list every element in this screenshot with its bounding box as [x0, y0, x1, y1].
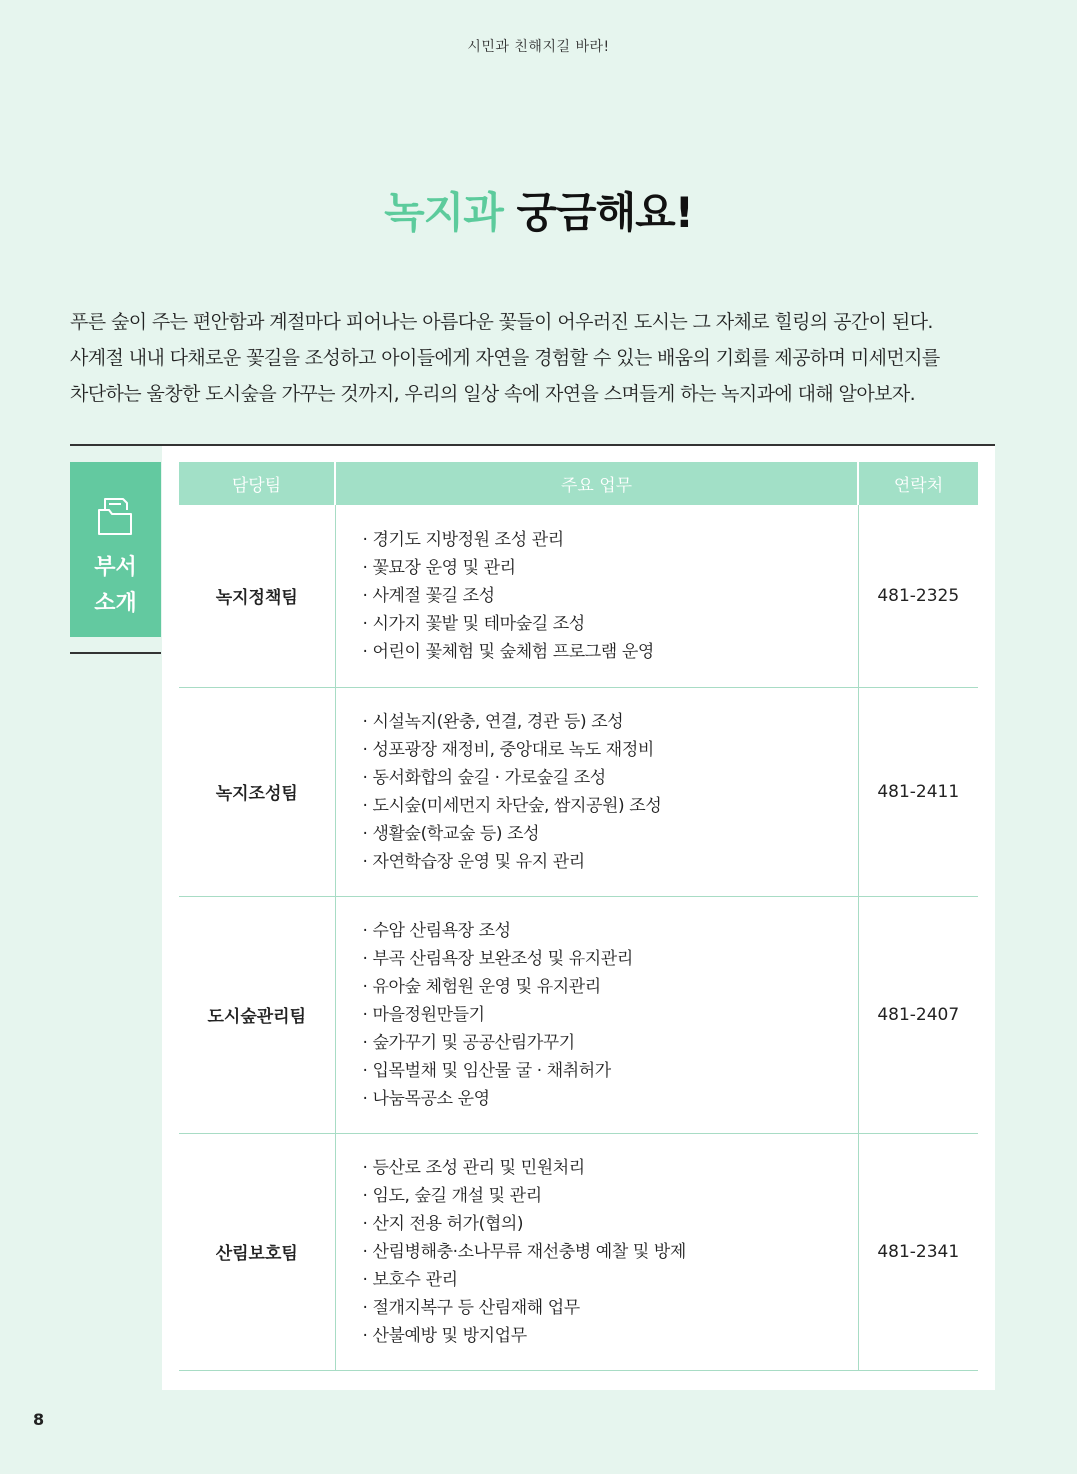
header-tagline: 시민과 친해지길 바라! [467, 39, 610, 55]
title-rest: 궁금해요! [516, 188, 693, 237]
folder-icon [97, 496, 133, 536]
table-row [179, 687, 978, 896]
duty-item: · 자연학습장 운영 및 유지 관리 [362, 851, 585, 872]
header-duties: 주요 업무 [335, 462, 858, 505]
contact-number: 481-2407 [858, 896, 978, 1133]
duty-item: · 수암 산림욕장 조성 [362, 920, 511, 941]
table-row [179, 896, 978, 1133]
duty-item: · 동서화합의 숲길 · 가로숲길 조성 [362, 767, 606, 788]
tab-label [70, 550, 161, 622]
duty-item: · 시가지 꽃밭 및 테마숲길 조성 [362, 613, 585, 634]
table-header-row [179, 462, 978, 505]
duties-cell [335, 505, 858, 687]
duty-item: · 부곡 산림욕장 보완조성 및 유지관리 [362, 948, 633, 969]
team-name: 녹지정책팀 [179, 505, 335, 687]
header-contact: 연락처 [858, 462, 978, 505]
duty-item: · 경기도 지방정원 조성 관리 [362, 529, 564, 550]
duty-item: · 성포광장 재정비, 중앙대로 녹도 재정비 [362, 739, 654, 760]
duty-item: · 절개지복구 등 산림재해 업무 [362, 1297, 580, 1318]
contact-number: 481-2341 [858, 1133, 978, 1370]
intro-line: 사계절 내내 다채로운 꽃길을 조성하고 아이들에게 자연을 경험할 수 있는 배움의 기회를 제공하며 미세먼지를 [70, 347, 940, 369]
team-name: 녹지조성팀 [179, 687, 335, 896]
team-name: 산림보호팀 [179, 1133, 335, 1370]
header-team: 담당팀 [179, 462, 335, 505]
duty-item: · 숲가꾸기 및 공공산림가꾸기 [362, 1032, 575, 1053]
duty-item: · 임도, 숲길 개설 및 관리 [362, 1185, 542, 1206]
duty-item: · 산지 전용 허가(협의) [362, 1213, 524, 1234]
duty-item: · 시설녹지(완충, 연결, 경관 등) 조성 [362, 711, 624, 732]
tab-label-line: 소개 [94, 591, 137, 616]
duty-item: · 보호수 관리 [362, 1269, 458, 1290]
duty-item: · 어린이 꽃체험 및 숲체험 프로그램 운영 [362, 641, 654, 662]
intro-paragraph [70, 304, 1010, 412]
page-number: 8 [33, 1410, 45, 1429]
title-accent: 녹지과 [384, 188, 503, 237]
team-name: 도시숲관리팀 [179, 896, 335, 1133]
table-row [179, 1133, 978, 1370]
duty-item: · 유아숲 체험원 운영 및 유지관리 [362, 976, 601, 997]
duties-cell [335, 1133, 858, 1370]
intro-line: 푸른 숲이 주는 편안함과 계절마다 피어나는 아름다운 꽃들이 어우러진 도시는 그 자체로 힐링의 공간이 된다. [70, 311, 933, 333]
duty-item: · 산림병해충·소나무류 재선충병 예찰 및 방제 [362, 1241, 686, 1262]
tab-label-line: 부서 [94, 555, 137, 580]
duty-item: · 마을정원만들기 [362, 1004, 485, 1025]
duty-item: · 꽃묘장 운영 및 관리 [362, 557, 516, 578]
contact-number: 481-2411 [858, 687, 978, 896]
page-title [0, 180, 1077, 240]
duty-item: · 산불예방 및 방지업무 [362, 1325, 527, 1346]
duties-cell [335, 896, 858, 1133]
duty-item: · 도시숲(미세먼지 차단숲, 쌈지공원) 조성 [362, 795, 662, 816]
contact-number: 481-2325 [858, 505, 978, 687]
intro-line: 차단하는 울창한 도시숲을 가꾸는 것까지, 우리의 일상 속에 자연을 스며들게 하는 녹지과에 대해 알아보자. [70, 383, 916, 405]
duty-item: · 입목벌채 및 임산물 굴 · 채취허가 [362, 1060, 611, 1081]
duty-item: · 생활숲(학교숲 등) 조성 [362, 823, 540, 844]
duties-cell [335, 687, 858, 896]
duty-item: · 등산로 조성 관리 및 민원처리 [362, 1157, 585, 1178]
department-intro-tab [70, 462, 161, 637]
duty-item: · 나눔목공소 운영 [362, 1088, 490, 1109]
department-table [179, 462, 978, 1371]
tab-bottom-divider [70, 652, 161, 654]
duty-item: · 사계절 꽃길 조성 [362, 585, 495, 606]
table-row [179, 505, 978, 687]
